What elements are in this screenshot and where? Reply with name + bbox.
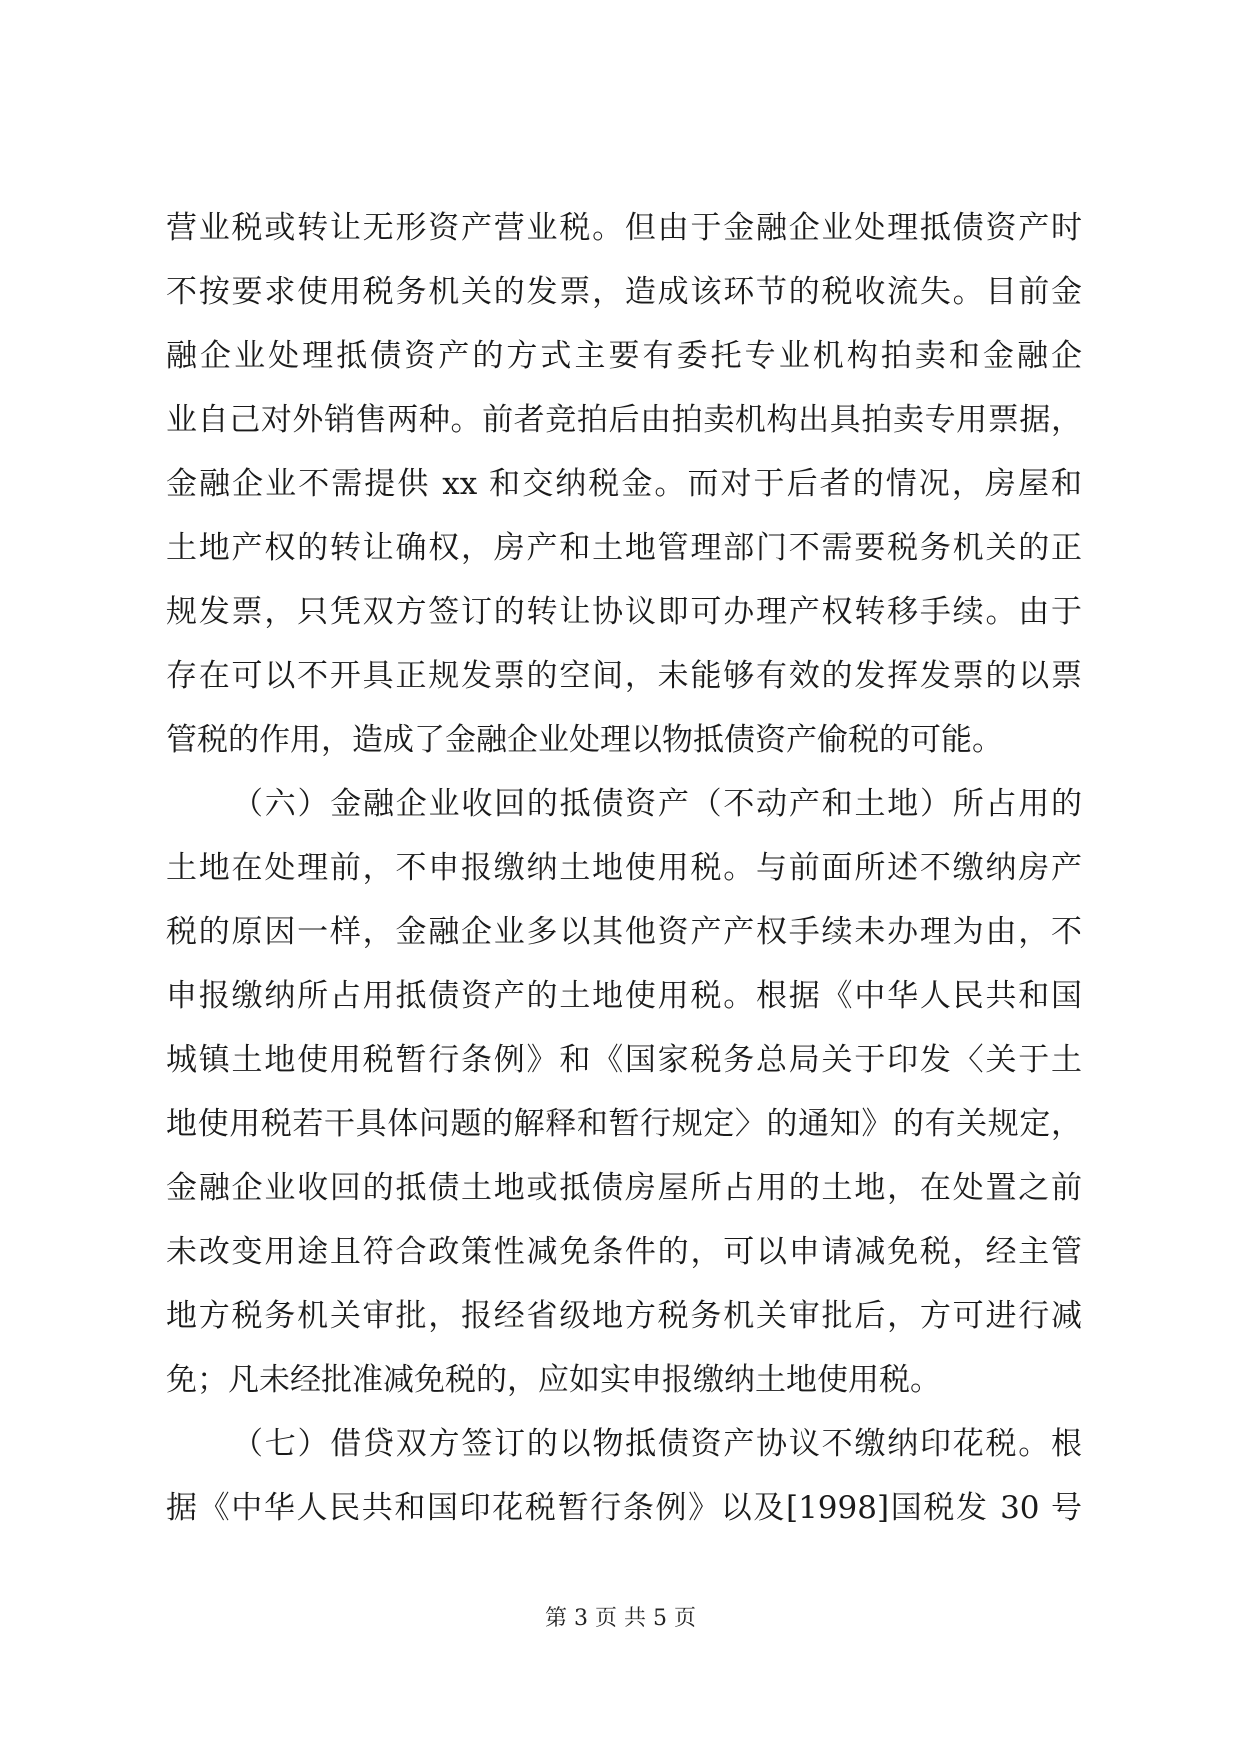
section-heading-line: （六）金融企业收回的抵债资产（不动产和土地）所占用的 — [232, 786, 1082, 822]
body-text-line: 据《中华人民共和国印花税暂行条例》以及[1998]国税发 30 号 — [166, 1490, 1082, 1526]
body-text-line: 融企业处理抵债资产的方式主要有委托专业机构拍卖和金融企 — [166, 338, 1082, 374]
body-text-line: 免；凡未经批准减免税的，应如实申报缴纳土地使用税。 — [166, 1362, 941, 1398]
body-text-line: 不按要求使用税务机关的发票，造成该环节的税收流失。目前金 — [166, 274, 1082, 310]
body-text-line: 土地在处理前，不申报缴纳土地使用税。与前面所述不缴纳房产 — [166, 850, 1082, 886]
body-text-line: 管税的作用，造成了金融企业处理以物抵债资产偷税的可能。 — [166, 722, 1003, 758]
body-text-line: 城镇土地使用税暂行条例》和《国家税务总局关于印发〈关于土 — [166, 1042, 1082, 1078]
body-text-line: 申报缴纳所占用抵债资产的土地使用税。根据《中华人民共和国 — [166, 978, 1082, 1014]
body-text-line: 存在可以不开具正规发票的空间，未能够有效的发挥发票的以票 — [166, 658, 1082, 694]
section-heading-line: （七）借贷双方签订的以物抵债资产协议不缴纳印花税。根 — [232, 1426, 1082, 1462]
body-text-line: 业自己对外销售两种。前者竞拍后由拍卖机构出具拍卖专用票据， — [166, 402, 1082, 438]
body-text-line: 金融企业不需提供 xx 和交纳税金。而对于后者的情况，房屋和 — [166, 466, 1082, 502]
body-text-line: 金融企业收回的抵债土地或抵债房屋所占用的土地，在处置之前 — [166, 1170, 1082, 1206]
body-text-line: 营业税或转让无形资产营业税。但由于金融企业处理抵债资产时 — [166, 210, 1082, 246]
body-text-line: 税的原因一样，金融企业多以其他资产产权手续未办理为由，不 — [166, 914, 1082, 950]
body-text-line: 未改变用途且符合政策性减免条件的，可以申请减免税，经主管 — [166, 1234, 1082, 1270]
body-text-line: 地方税务机关审批，报经省级地方税务机关审批后，方可进行减 — [166, 1298, 1082, 1334]
page-number-footer: 第 3 页 共 5 页 — [545, 1606, 696, 1631]
body-text-line: 土地产权的转让确权，房产和土地管理部门不需要税务机关的正 — [166, 530, 1082, 566]
body-text-line: 规发票，只凭双方签订的转让协议即可办理产权转移手续。由于 — [166, 594, 1082, 630]
body-text-line: 地使用税若干具体问题的解释和暂行规定〉的通知》的有关规定， — [166, 1106, 1082, 1142]
